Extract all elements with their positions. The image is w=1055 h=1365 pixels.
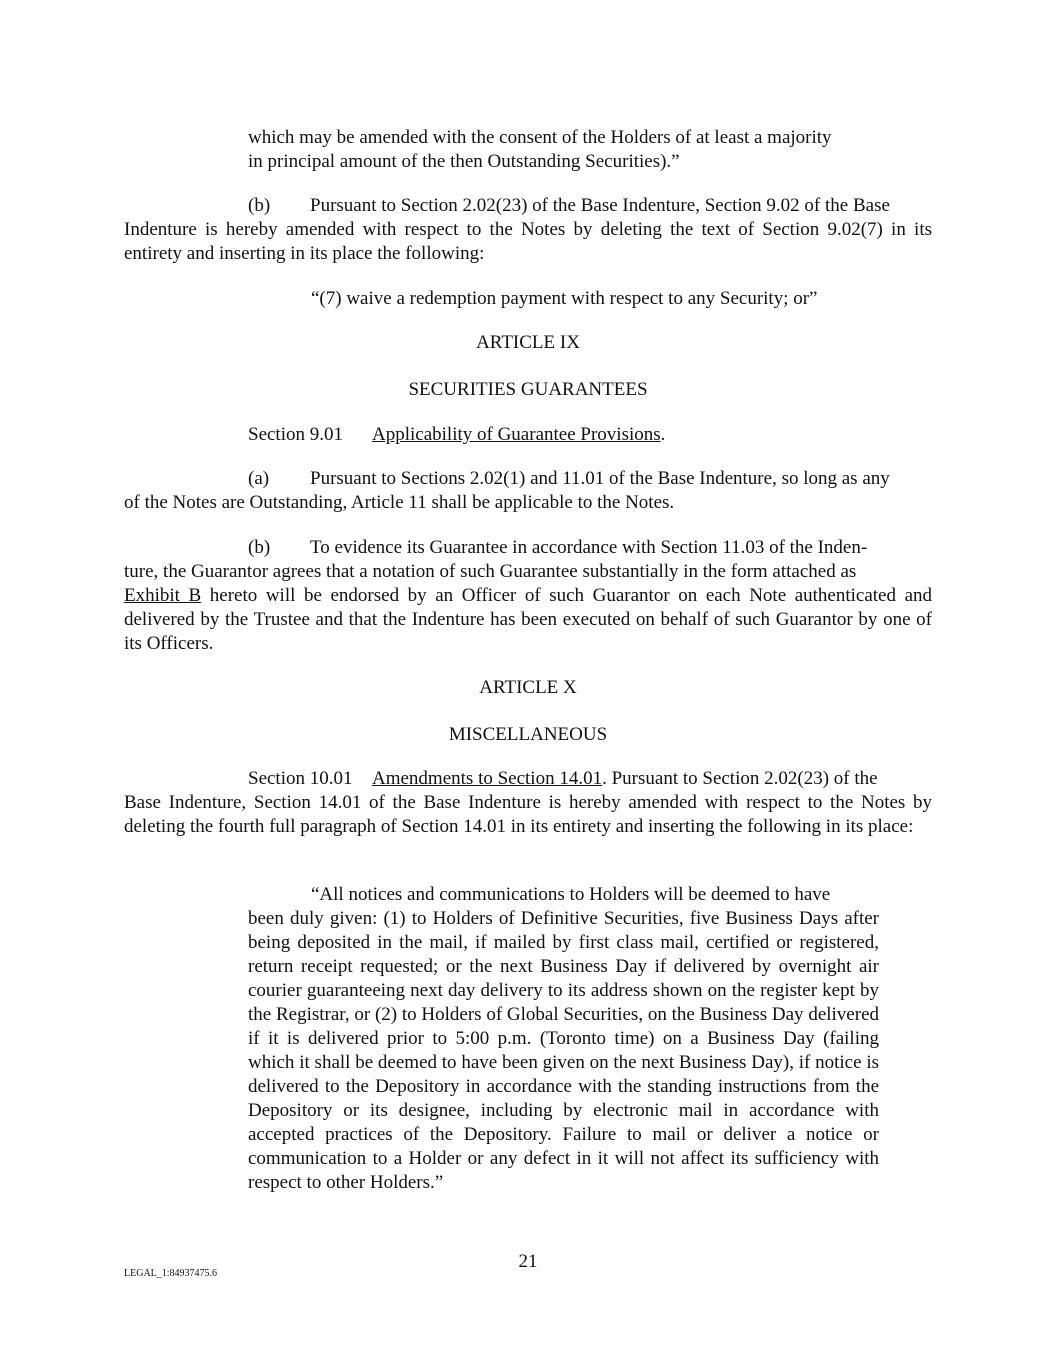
paragraph-b-amend-9-02: [124, 194, 932, 266]
paragraph-text: Indenture is hereby amended with respect to the Notes by deleting the text of Section 9.02(7) in its entirety and inserting in its place the following:: [124, 219, 932, 264]
section-number: Section 9.01: [248, 424, 343, 445]
notices-block-quote: [248, 883, 879, 1195]
quote-item-7: “(7) waive a redemption payment with respect to any Security; or”: [311, 288, 818, 309]
paragraph-text-line-2: ture, the Guarantor agrees that a notation of such Guarantee substantially in the form attached as: [124, 561, 857, 582]
article-10-title: MISCELLANEOUS: [448, 724, 608, 745]
paragraph-text-line-1: Pursuant to Sections 2.02(1) and 11.01 of the Base Indenture, so long as any: [310, 468, 890, 489]
section-text: Base Indenture, Section 14.01 of the Base Indenture is hereby amended with respect to the Notes by deleting the fourth full paragraph of Section 14.01 in its entirety and inserting the following in its place:: [124, 792, 932, 837]
quote-first-line: “All notices and communications to Holders will be deemed to have: [311, 884, 831, 905]
section-lead-text: . Pursuant to Section 2.02(23) of the: [602, 768, 878, 789]
paragraph-text-line-1: To evidence its Guarantee in accordance with Section 11.03 of the Inden-: [310, 537, 868, 558]
article-9-title: SECURITIES GUARANTEES: [408, 379, 648, 400]
quote-continuation: [248, 126, 888, 174]
paragraph-9-01-a: [124, 467, 932, 515]
quote-text: been duly given: (1) to Holders of Definitive Securities, five Business Days after being deposited in the mail, if mailed by first class mail, certified or registered, return receipt requested; or the next Business Day if delivered by overnight air courier guaranteeing next day delivery to its address shown on the register kept by the Registrar, or (2) to Holders of Global Securities, on the Business Day delivered if it is delivered prior to 5:00 p.m. (Toronto time) on a Business Day (failing which it shall be deemed to have been given on the next Business Day), if notice is delivered to the Depository in accordance with the standing instructions from the Depository or its designee, including by electronic mail in accordance with accepted practices of the Depository. Failure to mail or deliver a notice or communication to a Holder or any defect in it will not affect its sufficiency with respect to other Holders.”: [248, 908, 879, 1193]
article-9-heading: ARTICLE IX: [476, 332, 580, 353]
paragraph-text: hereto will be endorsed by an Officer of such Guarantor on each Note authenticated and delivered by the Trustee and that the Indenture has been executed on behalf of such Guarantor by one of its Officers.: [124, 585, 932, 654]
section-title: Applicability of Guarantee Provisions: [372, 424, 661, 445]
section-number: Section 10.01: [248, 768, 353, 789]
section-title-period: .: [660, 424, 666, 445]
paragraph-label: (b): [248, 537, 271, 558]
paragraph-9-01-b: [124, 536, 932, 656]
paragraph-label: (b): [248, 195, 271, 216]
exhibit-b-reference: Exhibit B: [124, 585, 202, 606]
section-9-01-heading: [248, 423, 665, 447]
quote-continuation-line-1: which may be amended with the consent of the Holders of at least a majority: [248, 127, 832, 148]
document-id: LEGAL_1:84937475.6: [124, 1268, 218, 1279]
section-title: Amendments to Section 14.01: [372, 768, 603, 789]
paragraph-label: (a): [248, 468, 270, 489]
section-10-01-paragraph: [124, 767, 932, 839]
page-number: 21: [518, 1251, 538, 1272]
paragraph-text-line-1: Pursuant to Section 2.02(23) of the Base Indenture, Section 9.02 of the Base: [310, 195, 890, 216]
paragraph-text: of the Notes are Outstanding, Article 11 shall be applicable to the Notes.: [124, 492, 675, 513]
quote-continuation-line-2: in principal amount of the then Outstanding Securities).”: [248, 151, 680, 172]
article-10-heading: ARTICLE X: [479, 677, 577, 698]
